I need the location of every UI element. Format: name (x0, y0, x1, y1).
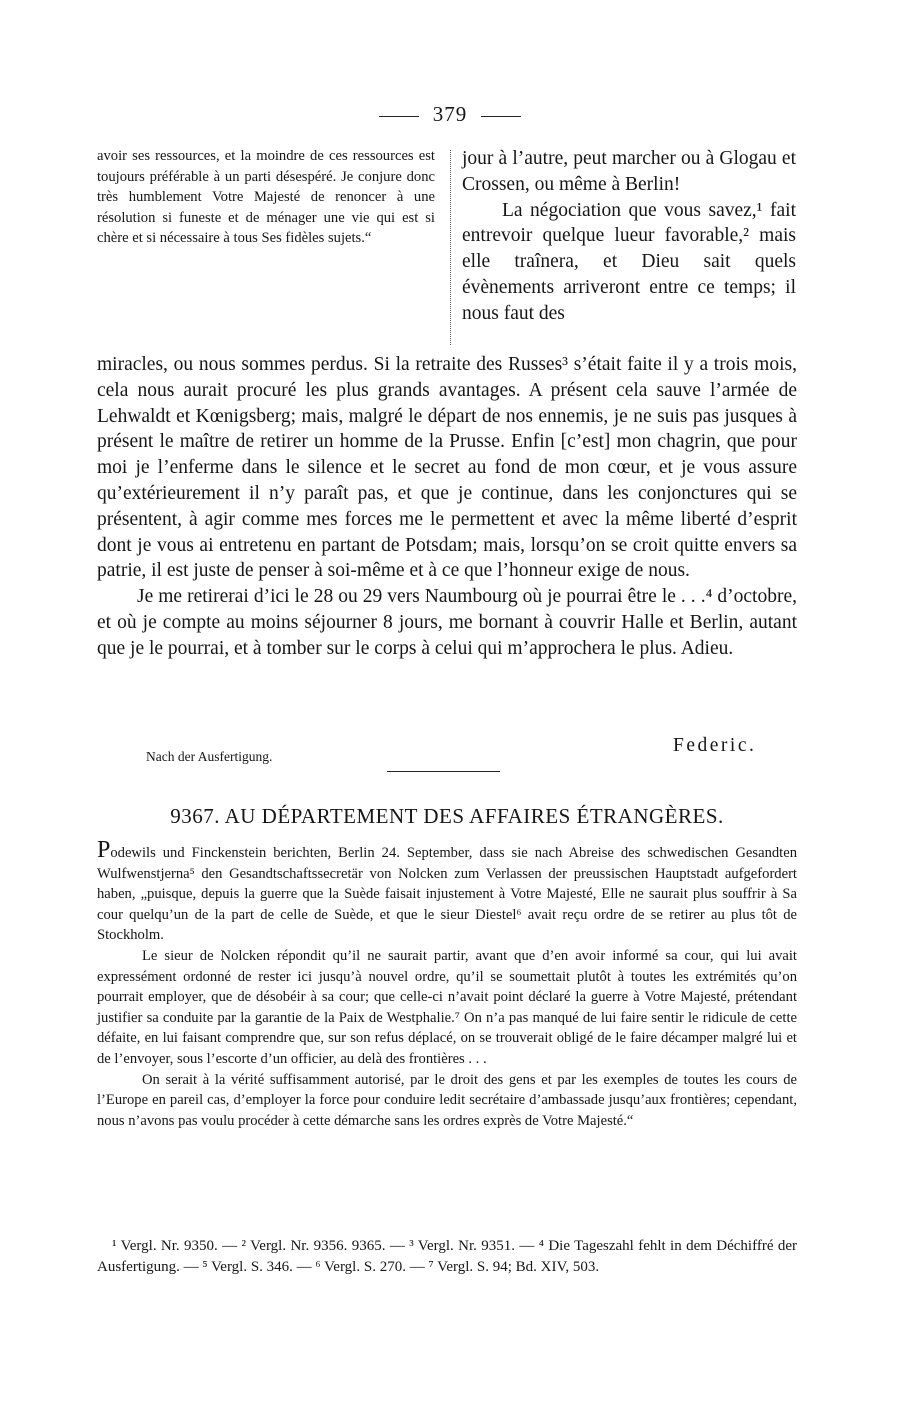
letter-paragraph-2: Je me retirerai d’ici le 28 ou 29 vers Naumbourg où je pourrai être le . . .⁴ d’octobre, et où je compte au moins séjourner 8 jours, me bornant à couvrir Halle et Berlin, autant que je le pourrai, et à tomber sur le corps à celui qui m’approchera le plus. Adieu. (97, 586, 797, 659)
column-divider (450, 150, 451, 345)
left-column-quote: avoir ses ressources, et la moindre de ces ressources est toujours préférable à un parti désespéré. Je conjure donc très humblement Votre Majesté de renoncer à une résolution si funeste et de ménager une vie qui est si chère et si nécessaire à tous Ses fidèles sujets.“ (97, 148, 435, 246)
header-dash-right (481, 116, 521, 117)
report-body (97, 837, 797, 1131)
report-paragraph-1 (97, 837, 797, 946)
right-column-paragraph-2: La négociation que vous savez,¹ fait entrevoir quelque lueur favorable,² mais elle traînera, et Dieu sait quels évènements arriveront entre ce temps; il nous faut des (462, 199, 796, 324)
header-dash-left (379, 116, 419, 117)
report-paragraph-1-text: odewils und Finckenstein berichten, Berlin 24. September, dass sie nach Abreise des schwedischen Gesandten Wulfwenstjerna⁵ den Gesandtschaftssecretär von Nolcken zum Verlassen der preussischen Hauptstadt aufgefordert haben, „puisque, depuis la guerre que la Suède faisait injustement à Votre Majesté, Elle ne saurait plus souffrir à Sa cour quelqu’un de la part de celle de Suède, et que le sieur Diestel⁶ avait reçu ordre de se retirer au plus tôt de Stockholm. (97, 845, 797, 944)
right-column-letter (462, 146, 796, 327)
report-paragraph-2: Le sieur de Nolcken répondit qu’il ne saurait partir, avant que d’en avoir informé sa cour, qui lui avait expressément ordonné de rester ici jusqu’à nouvel ordre, qu’il se soumettait plutôt à toutes les extrémités qu’on pourrait employer, que de désobéir à sa cour; que celle-ci n’avait point déclaré la guerre à Votre Majesté, prétendant justifier sa conduite par la garantie de la Paix de Westphalie.⁷ On n’a pas manqué de lui faire sentir le ridicule de cette défaite, en lui faisant comprendre que, sur son refus déplacé, on se trouverait obligé de le faire décamper malgré lui et de l’envoyer, sous l’escorte d’un officier, au delà des frontières . . . (97, 947, 797, 1067)
right-column-paragraph-1: jour à l’autre, peut marcher ou à Glogau et Crossen, ou même à Berlin! (462, 148, 796, 195)
section-heading: 9367. AU DÉPARTEMENT DES AFFAIRES ÉTRANGÈRES. (170, 804, 724, 828)
signature: Federic. (673, 735, 757, 756)
drop-cap: P (97, 837, 111, 863)
report-paragraph-3: On serait à la vérité suffisamment autorisé, par le droit des gens et par les exemples de toutes les cours de l’Europe en pareil cas, d’employer la force pour conduire ledit secrétaire d’ambassade jusqu’aux frontières; cependant, nous n’avons pas voulu procéder à cette démarche sans les ordres exprès de Votre Majesté.“ (97, 1071, 797, 1129)
page-header (0, 102, 900, 127)
footnotes (97, 1236, 797, 1278)
section-rule (387, 771, 500, 772)
letter-paragraph-1: miracles, ou nous sommes perdus. Si la retraite des Russes³ s’était faite il y a trois mois, cela nous aurait procuré les plus grands avantages. A présent cela sauve l’armée de Lehwaldt et Kœnigsberg; mais, malgré le départ de nos ennemis, je ne suis pas jusques à présent le maître de retirer un homme de la Prusse. Enfin [c’est] mon chagrin, que pour moi je l’enferme dans le silence et le secret au fond de mon cœur, et je vous assure qu’extérieurement il n’y paraît pas, et que je continue, dans les conjonctures qui se présentent, à agir comme mes forces me le permettent et avec la même liberté d’esprit dont je vous ai entretenu en partant de Potsdam; mais, lorsqu’on se croit quitte envers sa patrie, il est juste de penser à soi-même et à ce que l’honneur exige de nous. (97, 354, 797, 582)
source-note: Nach der Ausfertigung. (146, 749, 273, 764)
letter-body (97, 352, 797, 662)
page-number: 379 (432, 102, 468, 126)
footnotes-text: ¹ Vergl. Nr. 9350. — ² Vergl. Nr. 9356. 9365. — ³ Vergl. Nr. 9351. — ⁴ Die Tageszahl fehlt in dem Déchiffré der Ausfertigung. — ⁵ Vergl. S. 346. — ⁶ Vergl. S. 270. — ⁷ Vergl. S. 94; Bd. XIV, 503. (97, 1238, 797, 1275)
